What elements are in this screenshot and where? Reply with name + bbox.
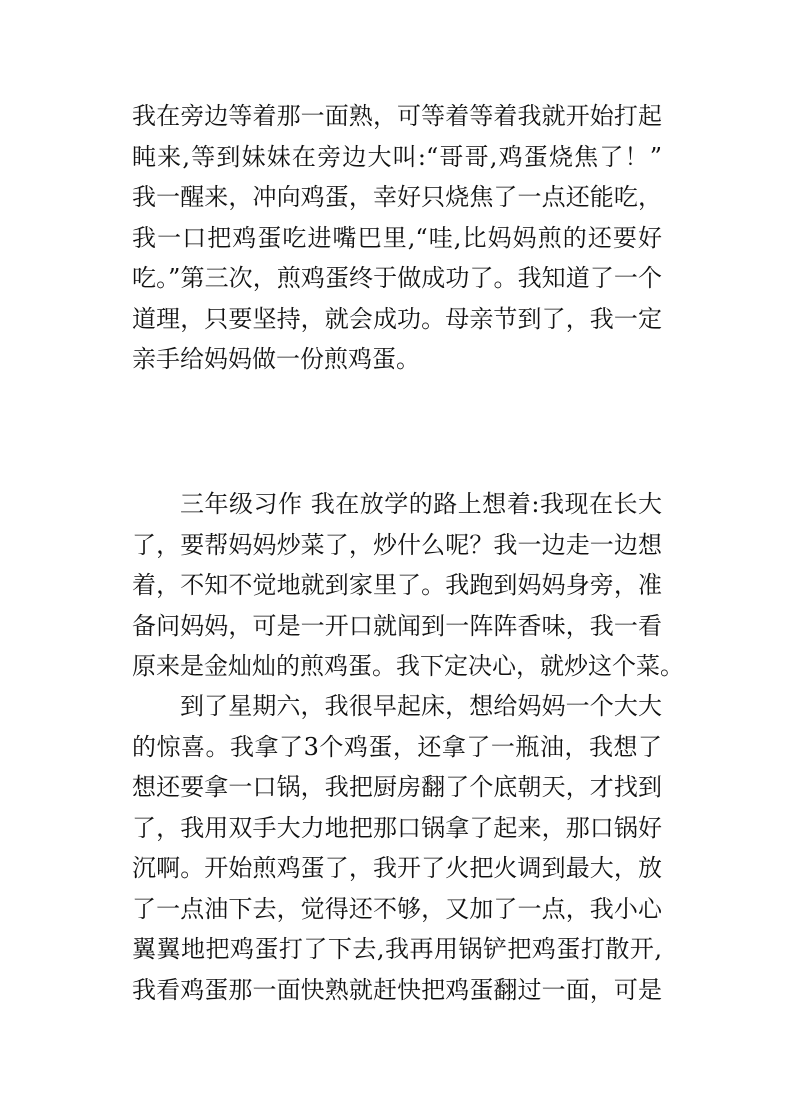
text-line: 了，要帮妈妈炒菜了，炒什么呢？我一边走一边想 bbox=[132, 530, 662, 559]
text-line: 道理，只要坚持，就会成功。母亲节到了，我一定 bbox=[132, 304, 662, 333]
text-line: 盹来,等到妹妹在旁边大叫:“哥哥,鸡蛋烧焦了！” bbox=[132, 142, 662, 171]
text-line: 我在旁边等着那一面熟，可等着等着我就开始打起 bbox=[132, 102, 662, 130]
text-line: 三年级习作 我在放学的路上想着:我现在长大 bbox=[180, 490, 662, 518]
text-line: 着，不知不觉地就到家里了。我跑到妈妈身旁，准 bbox=[132, 571, 662, 599]
text-line: 亲手给妈妈做一份煎鸡蛋。 bbox=[132, 345, 420, 373]
text-line: 了一点油下去，觉得还不够，又加了一点，我小心 bbox=[132, 894, 662, 923]
text-line: 我看鸡蛋那一面快熟就赶快把鸡蛋翻过一面，可是 bbox=[132, 975, 662, 1004]
text-line: 到了星期六，我很早起床，想给妈妈一个大大 bbox=[180, 692, 662, 720]
paragraph-1 bbox=[132, 96, 662, 380]
text-line: 了，我用双手大力地把那口锅拿了起来，那口锅好 bbox=[132, 813, 662, 842]
text-line: 备问妈妈，可是一开口就闻到一阵阵香味，我一看 bbox=[132, 611, 662, 640]
text-line: 我一醒来，冲向鸡蛋，幸好只烧焦了一点还能吃， bbox=[132, 183, 662, 211]
text-line: 翼翼地把鸡蛋打了下去,我再用锅铲把鸡蛋打散开, bbox=[132, 935, 662, 963]
text-line: 原来是金灿灿的煎鸡蛋。我下定决心，就炒这个菜。 bbox=[132, 652, 684, 680]
text-line: 的惊喜。我拿了3个鸡蛋，还拿了一瓶油，我想了 bbox=[132, 732, 662, 761]
paragraph-2 bbox=[132, 484, 684, 687]
text-line: 我一口把鸡蛋吃进嘴巴里,“哇,比妈妈煎的还要好 bbox=[132, 223, 662, 252]
paragraph-3 bbox=[132, 686, 662, 1010]
text-line: 沉啊。开始煎鸡蛋了，我开了火把火调到最大，放 bbox=[132, 854, 662, 882]
text-line: 想还要拿一口锅，我把厨房翻了个底朝天，才找到 bbox=[132, 773, 662, 801]
text-line: 吃。”第三次，煎鸡蛋终于做成功了。我知道了一个 bbox=[132, 264, 662, 292]
